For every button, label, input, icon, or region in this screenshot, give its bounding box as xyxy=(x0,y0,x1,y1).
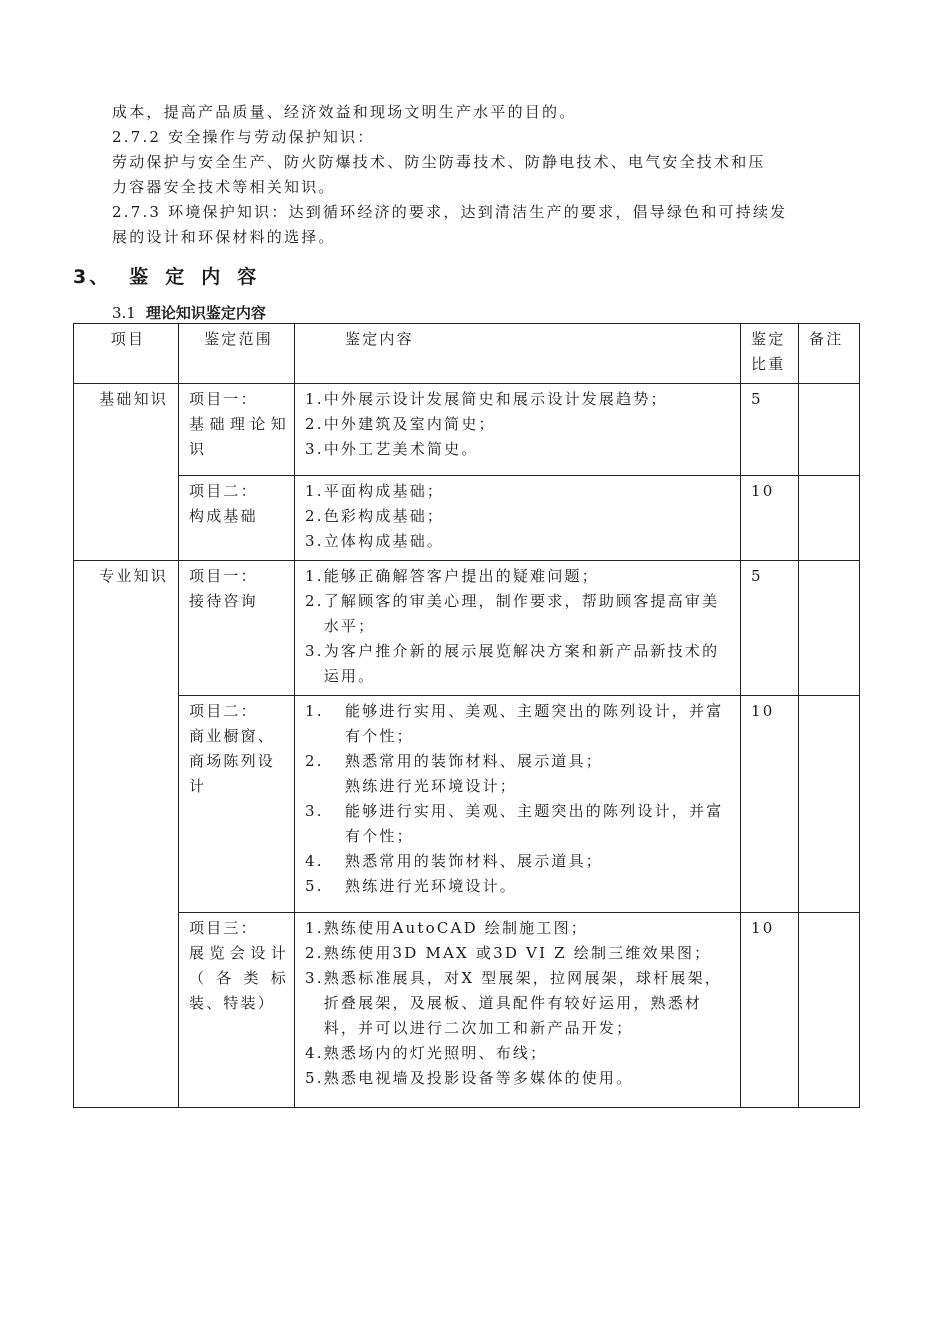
item-number: 1. xyxy=(305,482,324,500)
list-item xyxy=(305,966,734,1041)
item-number xyxy=(305,774,345,799)
scope-name: 接待咨询 xyxy=(189,592,258,610)
header-note: 备注 xyxy=(799,324,860,384)
list-item xyxy=(305,639,734,689)
header-weight xyxy=(741,324,799,384)
list-item xyxy=(305,564,734,589)
intro-line: 展的设计和环保材料的选择。 xyxy=(112,228,336,246)
item-text: 中外工艺美术简史。 xyxy=(323,440,479,458)
header-weight-line: 鉴定 xyxy=(751,330,786,348)
list-item xyxy=(305,529,734,554)
weight-cell: 5 xyxy=(741,561,799,696)
scope-name: 基础理论知识 xyxy=(189,415,288,458)
item-number: 2. xyxy=(305,592,324,610)
item-text: 中外建筑及室内简史； xyxy=(323,415,496,433)
content-cell xyxy=(295,561,741,696)
header-item: 项目 xyxy=(74,324,179,384)
scope-cell xyxy=(179,696,295,913)
item-text: 了解顾客的审美心理，制作要求，帮助顾客提高审美水平； xyxy=(323,592,720,635)
item-number: 3. xyxy=(305,969,324,987)
scope-label: 项目二： xyxy=(189,482,258,500)
table-row xyxy=(74,476,860,561)
item-number: 4. xyxy=(305,1044,324,1062)
item-text: 能够进行实用、美观、主题突出的陈列设计，并富有个性； xyxy=(345,702,724,745)
list-item xyxy=(305,1066,734,1091)
note-cell xyxy=(799,913,860,1108)
note-cell xyxy=(799,476,860,561)
item-text: 能够正确解答客户提出的疑难问题； xyxy=(323,567,599,585)
item-text: 熟练进行光环境设计； xyxy=(345,777,518,795)
scope-cell xyxy=(179,476,295,561)
item-number: 3. xyxy=(305,642,324,660)
header-weight-line: 比重 xyxy=(751,355,786,373)
item-text: 平面构成基础； xyxy=(323,482,445,500)
item-text: 熟悉常用的装饰材料、展示道具； xyxy=(345,852,604,870)
item-number: 3. xyxy=(305,532,324,550)
item-text: 熟悉电视墙及投影设备等多媒体的使用。 xyxy=(323,1069,634,1087)
subheading-2-7-3: 2.7.3 环境保护知识：达到循环经济的要求，达到清洁生产的要求，倡导绿色和可持续发 xyxy=(112,203,788,221)
item-number: 2. xyxy=(305,752,324,770)
item-number: 2. xyxy=(305,507,324,525)
content-cell xyxy=(295,476,741,561)
scope-name: 构成基础 xyxy=(189,507,258,525)
section-title-char: 容 xyxy=(237,266,260,288)
note-cell xyxy=(799,696,860,913)
weight-cell: 10 xyxy=(741,476,799,561)
item-text: 色彩构成基础； xyxy=(323,507,445,525)
item-text: 熟悉场内的灯光照明、布线； xyxy=(323,1044,548,1062)
category-pro: 专业知识 xyxy=(74,561,179,1108)
intro-line: 力容器安全技术等相关知识。 xyxy=(112,178,336,196)
list-item xyxy=(305,941,734,966)
item-number: 5. xyxy=(305,877,324,895)
content-cell xyxy=(295,384,741,476)
list-item xyxy=(305,504,734,529)
list-item xyxy=(305,437,734,462)
scope-label: 项目三： xyxy=(189,919,258,937)
weight-cell: 10 xyxy=(741,696,799,913)
item-number: 2. xyxy=(305,415,324,433)
section-title-char: 定 xyxy=(165,266,188,288)
intro-text xyxy=(112,100,852,250)
item-number: 5. xyxy=(305,1069,324,1087)
content-cell xyxy=(295,696,741,913)
category-basic: 基础知识 xyxy=(74,384,179,561)
scope-label: 项目二： xyxy=(189,702,258,720)
item-number: 1. xyxy=(305,567,324,585)
section-title-char: 内 xyxy=(201,266,224,288)
scope-name: 展览会设计（各类标装、特装） xyxy=(189,944,288,1012)
weight-cell: 10 xyxy=(741,913,799,1108)
note-cell xyxy=(799,384,860,476)
list-item xyxy=(305,874,734,899)
item-number: 3. xyxy=(305,440,324,458)
header-content: 鉴定内容 xyxy=(295,324,741,384)
intro-line: 劳动保护与安全生产、防火防爆技术、防尘防毒技术、防静电技术、电气安全技术和压 xyxy=(112,153,766,171)
list-item xyxy=(305,412,734,437)
table-header-row xyxy=(74,324,860,384)
section-heading xyxy=(73,262,273,289)
table-row xyxy=(74,384,860,476)
item-text: 中外展示设计发展简史和展示设计发展趋势； xyxy=(323,390,668,408)
item-text: 为客户推介新的展示展览解决方案和新产品新技术的运用。 xyxy=(323,642,720,685)
item-number: 1. xyxy=(305,919,324,937)
intro-line: 成本，提高产品质量、经济效益和现场文明生产水平的目的。 xyxy=(112,103,577,121)
note-cell xyxy=(799,561,860,696)
item-number: 3. xyxy=(305,802,324,820)
item-number: 1. xyxy=(305,390,324,408)
list-item xyxy=(305,1041,734,1066)
scope-name: 商业橱窗、商场陈列设计 xyxy=(189,727,276,795)
table-row xyxy=(74,696,860,913)
subheading-2-7-2: 2.7.2 安全操作与劳动保护知识： xyxy=(112,128,375,146)
table-row xyxy=(74,561,860,696)
subsection-title: 理论知识鉴定内容 xyxy=(145,304,266,322)
list-item xyxy=(305,387,734,412)
list-item xyxy=(305,479,734,504)
item-text: 熟悉常用的装饰材料、展示道具； xyxy=(345,752,604,770)
header-scope: 鉴定范围 xyxy=(179,324,295,384)
item-text: 立体构成基础。 xyxy=(323,532,445,550)
item-number: 2. xyxy=(305,944,324,962)
scope-cell xyxy=(179,913,295,1108)
scope-label: 项目一： xyxy=(189,567,258,585)
list-item xyxy=(305,699,734,749)
item-text: 熟悉标准展具，对X 型展架，拉网展架，球杆展架，折叠展架，及展板、道具配件有较好运用，熟悉材料，并可以进行二次加工和新产品开发； xyxy=(323,969,722,1037)
content-cell xyxy=(295,913,741,1108)
scope-cell xyxy=(179,384,295,476)
weight-cell: 5 xyxy=(741,384,799,476)
scope-cell xyxy=(179,561,295,696)
list-item xyxy=(305,916,734,941)
list-item xyxy=(305,799,734,849)
item-number: 4. xyxy=(305,852,324,870)
item-text: 熟练使用3D MAX 或3D VI Z 绘制三维效果图； xyxy=(323,944,712,962)
subsection-heading xyxy=(112,302,266,323)
section-title-char: 鉴 xyxy=(129,266,152,288)
subsection-number: 3.1 xyxy=(112,304,136,322)
scope-label: 项目一： xyxy=(189,390,258,408)
assessment-table xyxy=(73,323,860,1108)
item-text: 熟练进行光环境设计。 xyxy=(345,877,518,895)
item-number: 1. xyxy=(305,702,324,720)
section-number: 3、 xyxy=(73,266,112,288)
table-row xyxy=(74,913,860,1108)
list-item xyxy=(305,749,734,774)
list-item xyxy=(305,589,734,639)
item-text: 熟练使用AutoCAD 绘制施工图； xyxy=(323,919,588,937)
list-item xyxy=(305,774,734,799)
list-item xyxy=(305,849,734,874)
item-text: 能够进行实用、美观、主题突出的陈列设计，并富有个性； xyxy=(345,802,724,845)
